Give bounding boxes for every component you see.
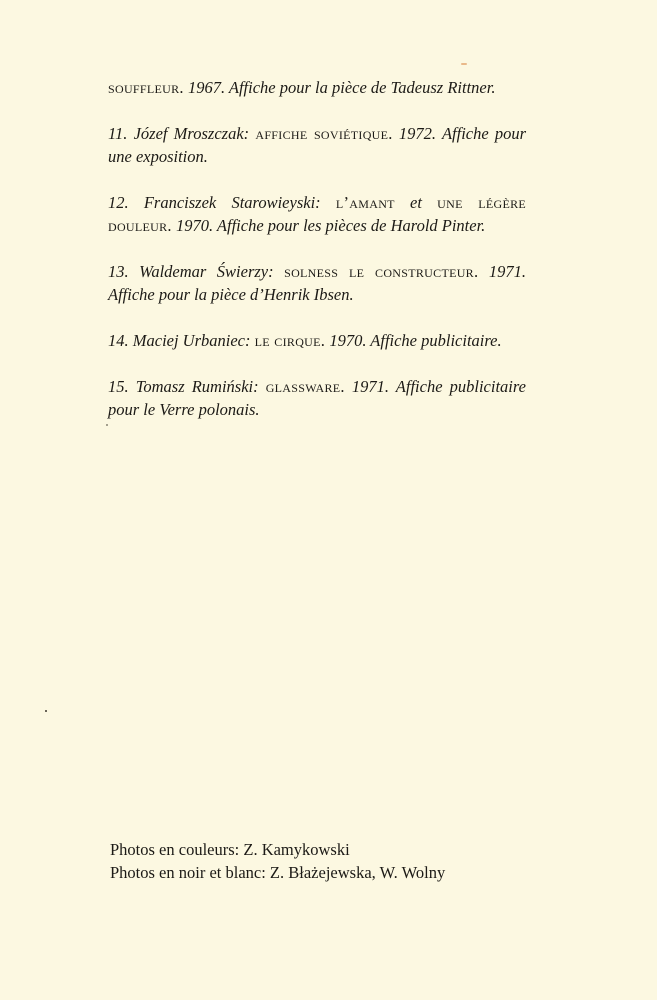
- caption-text: et: [410, 193, 422, 212]
- caption-space: [321, 193, 336, 212]
- color-photo-credit: Photos en couleurs: Z. Kamykowski: [110, 840, 350, 859]
- caption-text: 1967. Affiche pour la pièce de Tadeusz Rittner.: [187, 78, 496, 97]
- caption-space: [259, 377, 266, 396]
- caption-list: [108, 76, 526, 444]
- caption-text: 15. Tomasz Rumiński:: [108, 377, 259, 396]
- caption-title: solness le constructeur.: [284, 262, 479, 281]
- caption-entry: [108, 329, 526, 352]
- caption-text: 1972. Affiche pour une exposition.: [108, 124, 527, 166]
- caption-text: 12. Franciszek Starowieyski:: [108, 193, 321, 212]
- caption-entry: [108, 122, 526, 168]
- caption-text: 11. Józef Mroszczak:: [108, 124, 250, 143]
- caption-space: [345, 377, 352, 396]
- caption-text: 14. Maciej Urbaniec:: [108, 331, 251, 350]
- paper-speck: [45, 710, 47, 712]
- caption-text: 1970. Affiche publicitaire.: [329, 331, 502, 350]
- caption-entry: [108, 191, 526, 237]
- caption-text: 1971. Affiche pour la pièce d’Henrik Ibsen.: [108, 262, 527, 304]
- caption-text: 13. Waldemar Świerzy:: [108, 262, 274, 281]
- caption-text: 1970. Affiche pour les pièces de Harold Pinter.: [175, 216, 486, 235]
- caption-title: le cirque.: [254, 331, 326, 350]
- paper-speck: [461, 63, 467, 65]
- caption-title: l’amant: [335, 193, 395, 212]
- bw-photo-credit: Photos en noir et blanc: Z. Błażejewska, W. Wolny: [110, 863, 446, 882]
- photo-credits: [110, 838, 540, 884]
- caption-space: [395, 193, 410, 212]
- caption-space: [274, 262, 284, 281]
- caption-text: 1971. Affiche publicitaire pour le Verre polonais.: [108, 377, 526, 419]
- caption-space: [478, 262, 488, 281]
- caption-entry: [108, 375, 526, 421]
- paper-speck: [106, 424, 108, 426]
- caption-title: glassware.: [265, 377, 345, 396]
- caption-title: une légère douleur.: [108, 193, 527, 235]
- caption-entry: [108, 76, 526, 99]
- caption-entry: [108, 260, 526, 306]
- caption-space: [422, 193, 437, 212]
- caption-title: souffleur.: [108, 78, 184, 97]
- caption-title: affiche soviétique.: [255, 124, 393, 143]
